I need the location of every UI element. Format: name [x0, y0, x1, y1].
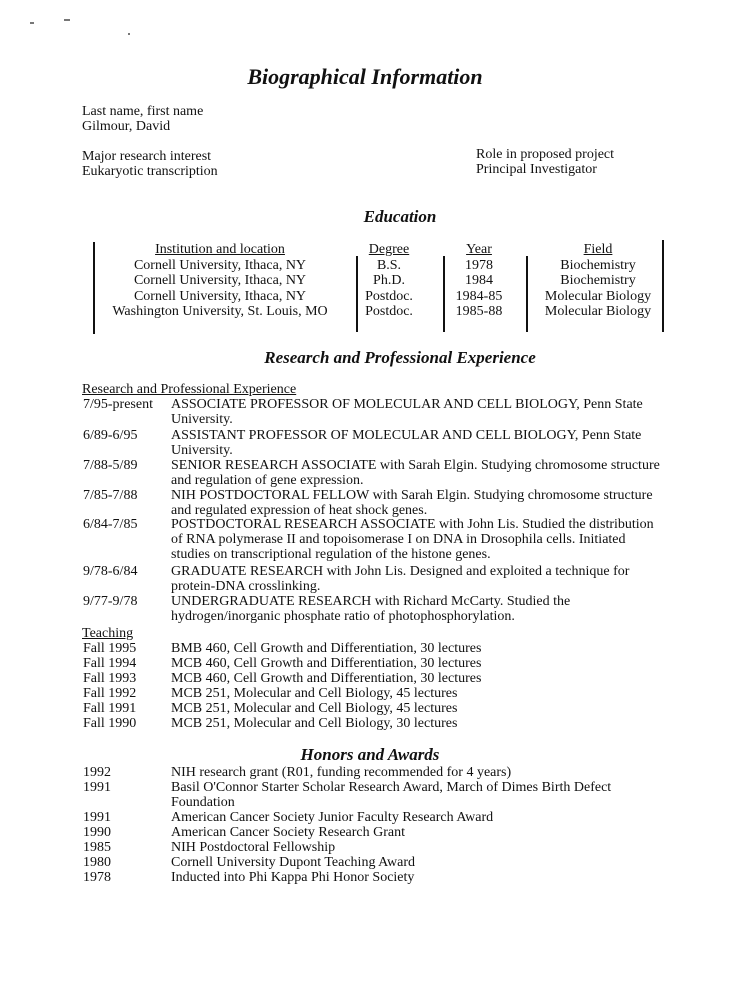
- table-cell: Washington University, St. Louis, MO: [112, 304, 328, 319]
- education-heading: Education: [363, 207, 437, 226]
- table-cell: 1984: [465, 273, 493, 288]
- teaching-term: Fall 1990: [83, 716, 137, 731]
- honor-text: American Cancer Society Junior Faculty Research Award: [171, 810, 494, 825]
- table-divider: [526, 256, 528, 332]
- institution-column: [100, 242, 340, 320]
- honor-text: Cornell University Dupont Teaching Award: [171, 855, 415, 870]
- table-cell: B.S.: [376, 257, 402, 273]
- column-header: Year: [466, 242, 492, 257]
- teaching-course: MCB 251, Molecular and Cell Biology, 45 lectures: [171, 701, 458, 716]
- entry-date: 6/84-7/85: [83, 517, 138, 532]
- column-header: Degree: [368, 242, 410, 257]
- column-header: Institution and location: [155, 242, 285, 257]
- table-cell: Cornell University, Ithaca, NY: [133, 257, 307, 273]
- teaching-term: Fall 1993: [83, 671, 137, 686]
- honor-text: American Cancer Society Research Grant: [171, 825, 406, 840]
- table-border-left: [93, 242, 95, 334]
- teaching-term: Fall 1991: [83, 701, 137, 716]
- entry-text: ASSOCIATE PROFESSOR OF MOLECULAR AND CELL BIOLOGY, Penn State University.: [171, 397, 643, 427]
- table-cell: Molecular Biology: [544, 288, 652, 304]
- entry-date: 7/95-present: [83, 397, 153, 412]
- teaching-term: Fall 1995: [83, 641, 137, 656]
- entry-text: POSTDOCTORAL RESEARCH ASSOCIATE with John Lis. Studied the distribution of RNA polymerase II and topoisomerase I on DNA in Drosophila cells. Initiated studies on transcriptional regulation of the histone genes.: [171, 517, 654, 562]
- honor-text: NIH Postdoctoral Fellowship: [171, 840, 336, 855]
- entry-date: 9/77-9/78: [83, 594, 138, 609]
- table-cell: 1978: [465, 257, 493, 273]
- teaching-course: MCB 460, Cell Growth and Differentiation, 30 lectures: [171, 656, 482, 671]
- name-value: Gilmour, David: [82, 119, 171, 134]
- column-header: Field: [583, 242, 613, 257]
- page-title: Biographical Information: [247, 64, 483, 89]
- year-column: [446, 242, 512, 320]
- table-cell: Cornell University, Ithaca, NY: [133, 288, 307, 304]
- table-cell: 1984-85: [455, 288, 503, 304]
- honor-year: 1991: [83, 780, 111, 795]
- scan-speck: [64, 19, 70, 21]
- table-cell: Biochemistry: [560, 273, 636, 288]
- entry-text: NIH POSTDOCTORAL FELLOW with Sarah Elgin. Studying chromosome structure and regulated expression of heat shock genes.: [171, 488, 653, 518]
- entry-date: 7/88-5/89: [83, 458, 138, 473]
- honor-year: 1978: [83, 870, 111, 885]
- name-label: Last name, first name: [82, 104, 204, 119]
- teaching-course: BMB 460, Cell Growth and Differentiation, 30 lectures: [171, 641, 482, 656]
- entry-date: 7/85-7/88: [83, 488, 138, 503]
- entry-text: GRADUATE RESEARCH with John Lis. Designed and exploited a technique for protein-DNA crosslinking.: [171, 564, 630, 594]
- role-label: Role in proposed project: [476, 147, 615, 162]
- entry-text: SENIOR RESEARCH ASSOCIATE with Sarah Elgin. Studying chromosome structure and regulation of gene expression.: [171, 458, 660, 488]
- field-column: [530, 242, 666, 320]
- honor-text: Inducted into Phi Kappa Phi Honor Society: [171, 870, 415, 885]
- experience-subheading: Research and Professional Experience: [82, 382, 297, 397]
- scan-speck: [128, 33, 130, 35]
- honors-heading: Honors and Awards: [300, 745, 440, 764]
- entry-date: 9/78-6/84: [83, 564, 138, 579]
- teaching-term: Fall 1994: [83, 656, 137, 671]
- interest-value: Eukaryotic transcription: [82, 164, 218, 179]
- entry-text: UNDERGRADUATE RESEARCH with Richard McCarty. Studied the hydrogen/inorganic phosphate ratio of photophosphorylation.: [171, 594, 571, 624]
- honor-year: 1992: [83, 765, 111, 780]
- honor-year: 1990: [83, 825, 111, 840]
- table-cell: Postdoc.: [365, 288, 413, 304]
- table-cell: Ph.D.: [373, 273, 405, 288]
- honor-text: NIH research grant (R01, funding recommended for 4 years): [171, 765, 512, 780]
- teaching-term: Fall 1992: [83, 686, 137, 701]
- honor-text: Basil O'Connor Starter Scholar Research Award, March of Dimes Birth Defect Foundation: [171, 780, 612, 810]
- entry-text: ASSISTANT PROFESSOR OF MOLECULAR AND CELL BIOLOGY, Penn State University.: [171, 428, 642, 458]
- degree-column: [358, 242, 420, 320]
- table-cell: Molecular Biology: [544, 304, 652, 319]
- role-value: Principal Investigator: [476, 162, 597, 177]
- table-cell: Cornell University, Ithaca, NY: [133, 273, 307, 288]
- table-cell: 1985-88: [455, 304, 503, 319]
- teaching-course: MCB 251, Molecular and Cell Biology, 45 lectures: [171, 686, 458, 701]
- honor-year: 1991: [83, 810, 111, 825]
- table-cell: Postdoc.: [365, 304, 413, 319]
- experience-heading: Research and Professional Experience: [264, 348, 536, 367]
- honor-year: 1980: [83, 855, 111, 870]
- teaching-course: MCB 460, Cell Growth and Differentiation, 30 lectures: [171, 671, 482, 686]
- table-cell: Biochemistry: [560, 257, 636, 273]
- honor-year: 1985: [83, 840, 111, 855]
- scan-speck: [30, 22, 34, 24]
- interest-label: Major research interest: [82, 149, 212, 164]
- teaching-course: MCB 251, Molecular and Cell Biology, 30 lectures: [171, 716, 458, 731]
- entry-date: 6/89-6/95: [83, 428, 138, 443]
- teaching-heading: Teaching: [82, 626, 134, 641]
- table-divider: [443, 256, 445, 332]
